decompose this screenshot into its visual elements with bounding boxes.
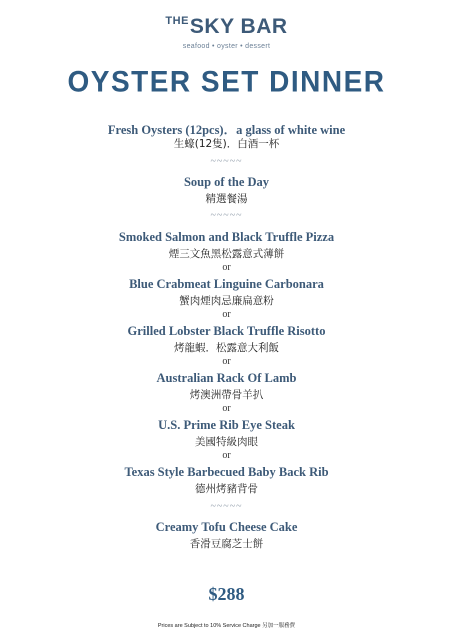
or-separator-4: or bbox=[222, 403, 231, 414]
brand-logo bbox=[0, 15, 453, 39]
divider-3: ~~~~~ bbox=[210, 501, 243, 512]
main-1-zh: 煙三文魚黑松露意式薄餅 bbox=[168, 248, 285, 260]
brand-prefix: THE bbox=[165, 15, 189, 27]
main-3-zh: 烤龍蝦．松露意大利飯 bbox=[174, 342, 279, 354]
main-4-en: Australian Rack Of Lamb bbox=[156, 371, 297, 385]
starter-zh: 生蠔(12隻)．白酒一杯 bbox=[173, 138, 280, 150]
brand-tagline: seafood • oyster • dessert bbox=[182, 43, 271, 50]
main-2-zh: 蟹肉煙肉忌廉扁意粉 bbox=[179, 295, 274, 307]
or-separator-5: or bbox=[222, 450, 231, 461]
menu-title: OYSTER SET DINNER bbox=[67, 65, 386, 98]
brand-name: SKY BAR bbox=[189, 15, 288, 38]
set-price: $288 bbox=[208, 584, 245, 604]
main-6-en: Texas Style Barbecued Baby Back Rib bbox=[124, 465, 329, 479]
main-5-zh: 美國特級肉眼 bbox=[195, 436, 258, 448]
divider-2: ~~~~~ bbox=[210, 210, 243, 221]
main-5-en: U.S. Prime Rib Eye Steak bbox=[158, 418, 295, 432]
or-separator-1: or bbox=[222, 262, 231, 273]
or-separator-2: or bbox=[222, 309, 231, 320]
service-charge-note: Prices are Subject to 10% Service Charge 另加一服務費 bbox=[157, 623, 296, 629]
divider-1: ~~~~~ bbox=[210, 156, 243, 167]
soup-en: Soup of the Day bbox=[183, 175, 270, 189]
main-4-zh: 烤澳洲帶骨羊扒 bbox=[189, 389, 264, 401]
dessert-zh: 香滑豆腐芝士餅 bbox=[189, 538, 264, 550]
dessert-en: Creamy Tofu Cheese Cake bbox=[155, 520, 298, 534]
or-separator-3: or bbox=[222, 356, 231, 367]
main-1-en: Smoked Salmon and Black Truffle Pizza bbox=[118, 230, 335, 244]
main-2-en: Blue Crabmeat Linguine Carbonara bbox=[129, 277, 324, 291]
main-6-zh: 德州烤豬背骨 bbox=[195, 483, 258, 495]
soup-zh: 精選餐湯 bbox=[205, 193, 248, 205]
starter-en: Fresh Oysters (12pcs)．a glass of white wine bbox=[107, 123, 346, 137]
main-3-en: Grilled Lobster Black Truffle Risotto bbox=[127, 324, 326, 338]
